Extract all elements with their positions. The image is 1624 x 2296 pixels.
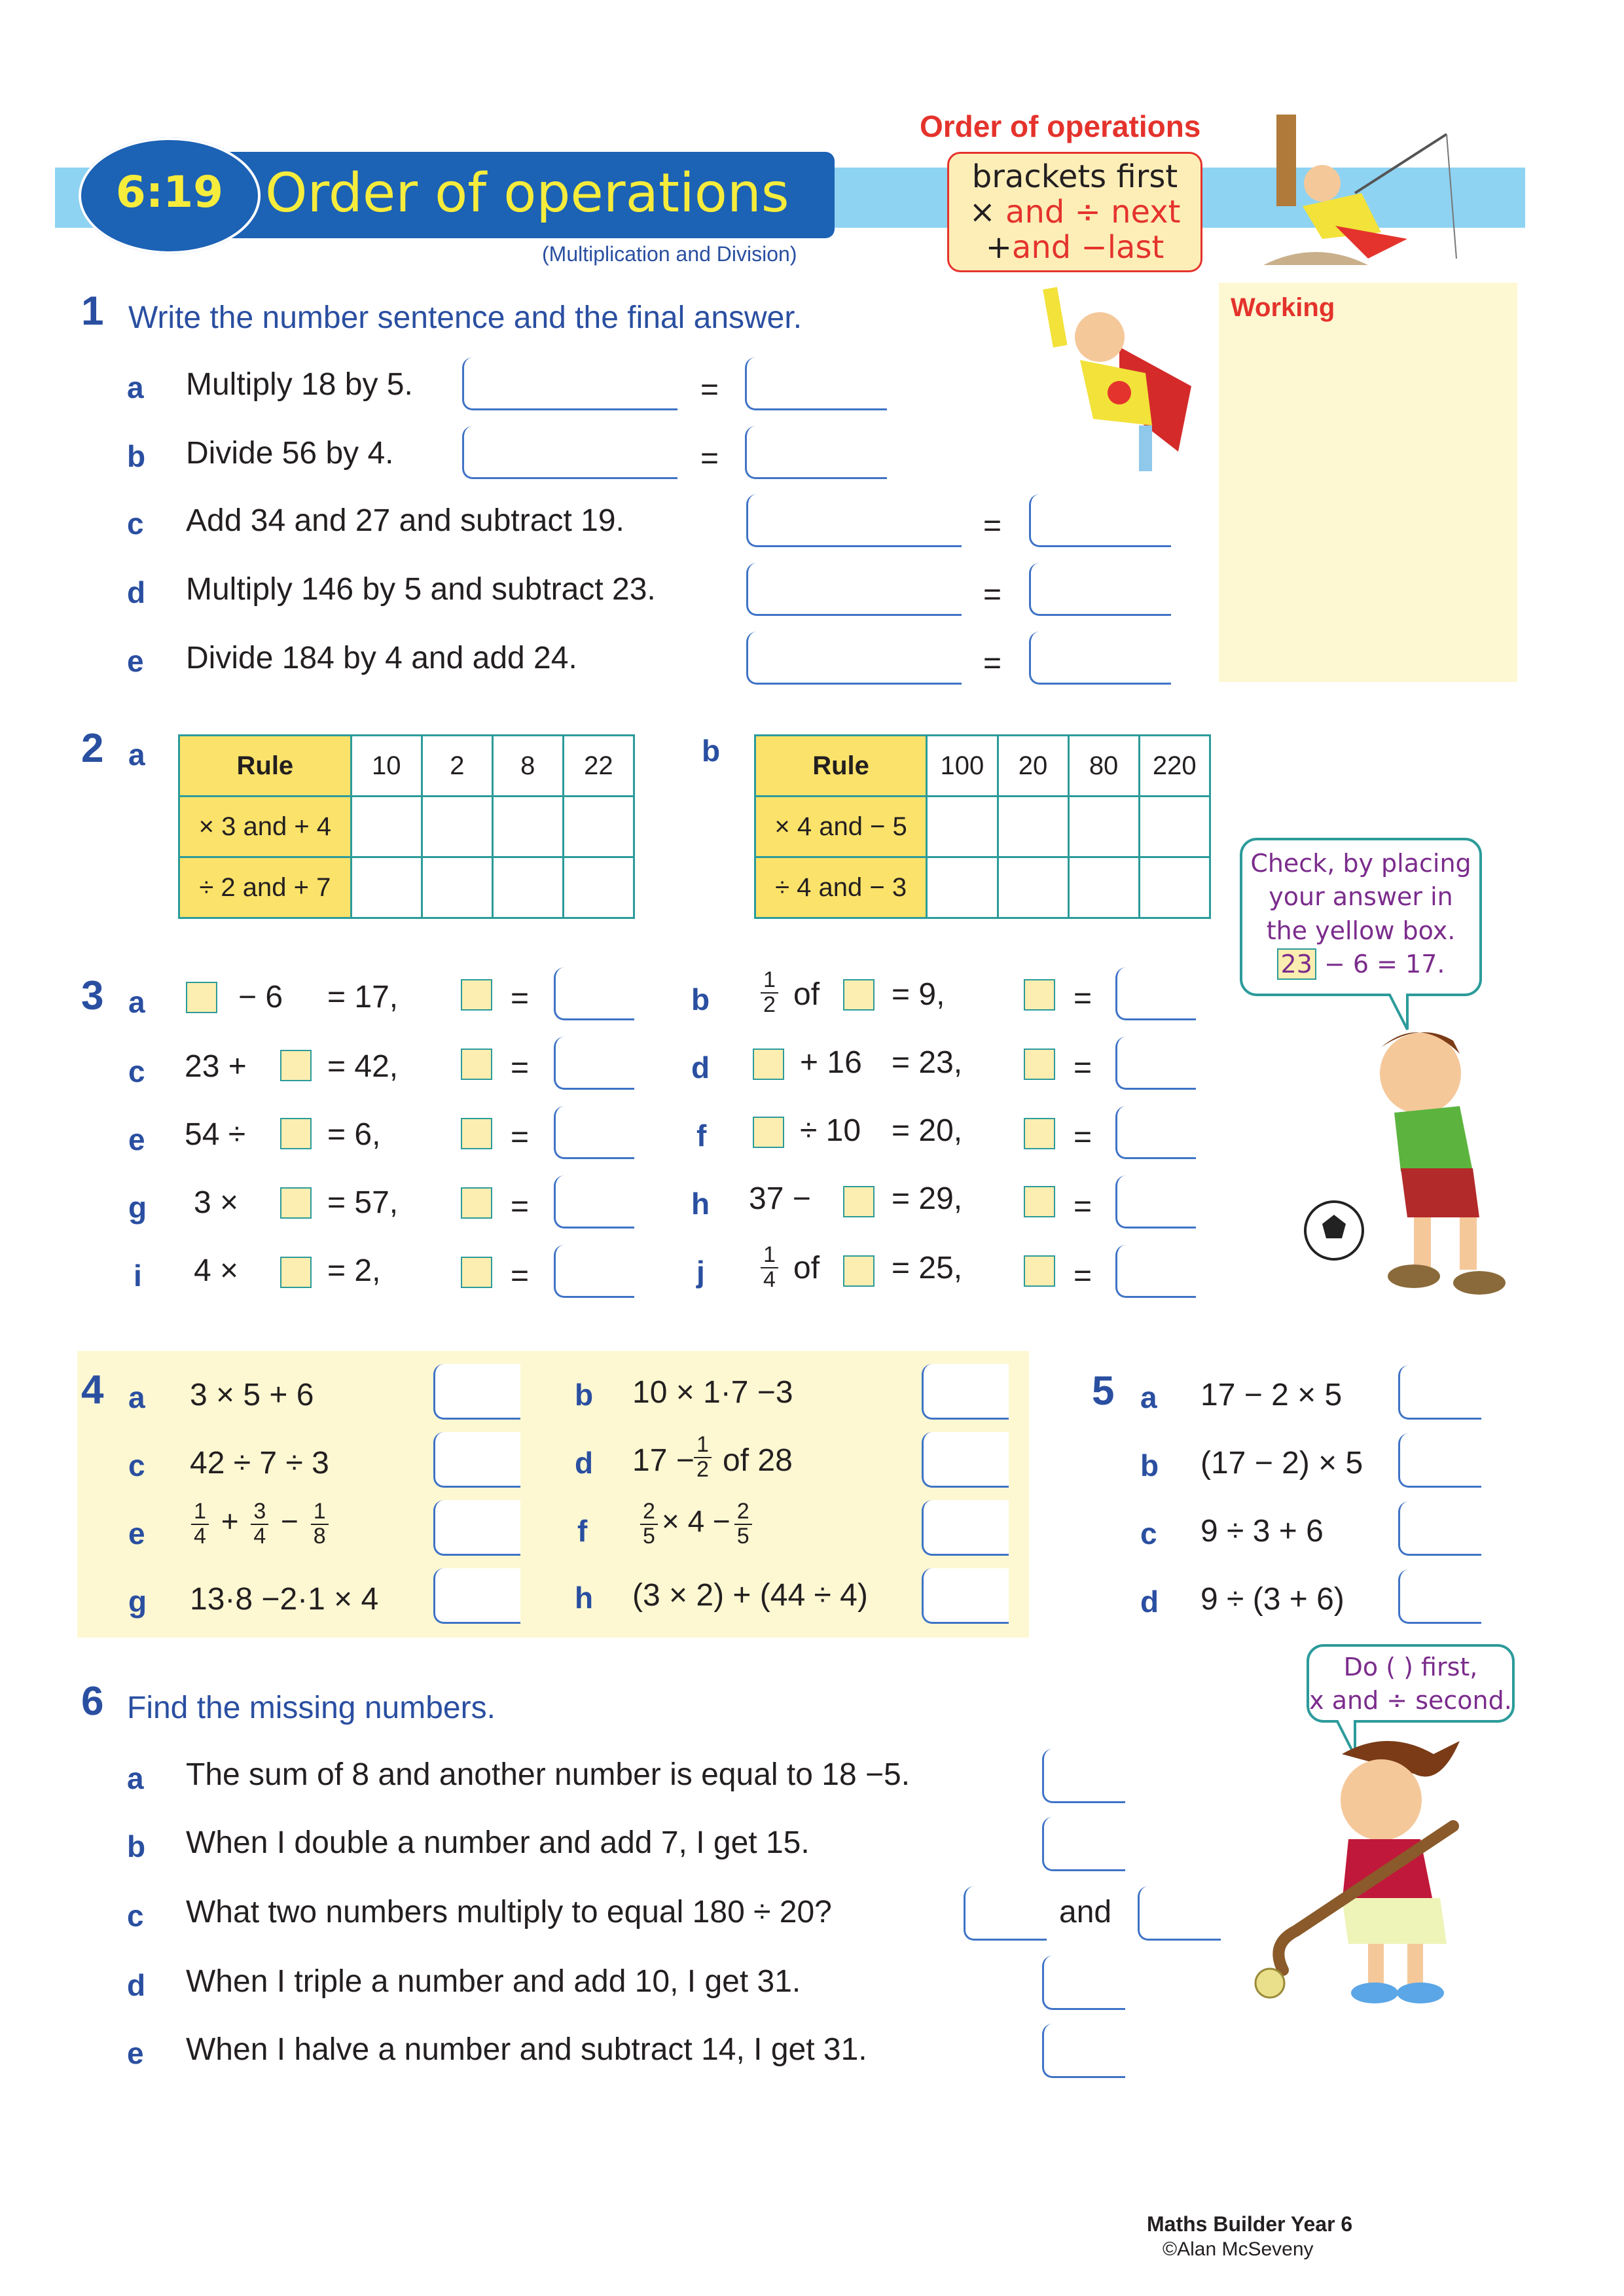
q5a-letter: a [1140, 1380, 1157, 1414]
section-code: 6:19 [115, 167, 224, 217]
q2a-answer-cell[interactable] [563, 857, 634, 918]
q3b-of: of [793, 977, 820, 1012]
q4a-letter: a [128, 1380, 145, 1414]
q4d-half-fraction: $\frac{1}{2}$ [694, 1433, 712, 1480]
q4a-answer-box[interactable] [433, 1364, 520, 1420]
q3f-letter: f [696, 1119, 707, 1153]
q6d-letter: d [127, 1968, 146, 2002]
q3h-letter: h [691, 1187, 710, 1221]
q2a-input-header: 8 [492, 736, 563, 797]
q2a-answer-cell[interactable] [492, 797, 563, 857]
q3i-post: = 2, [327, 1253, 381, 1288]
q3h-post: = 29, [892, 1181, 963, 1216]
working-label: Working [1231, 293, 1335, 322]
q6c-answer-box-2[interactable] [1138, 1886, 1221, 1941]
q3c-yellow-box[interactable] [280, 1050, 312, 1081]
page-title: Order of operations [265, 162, 789, 224]
q6a-answer-box[interactable] [1042, 1749, 1125, 1803]
q4b-expr: 10 × 1·7 −3 [632, 1375, 793, 1410]
q3i-yellow-box[interactable] [280, 1257, 312, 1288]
q4c-expr: 42 ÷ 7 ÷ 3 [190, 1446, 329, 1480]
q6c-letter: c [127, 1899, 144, 1933]
q3e-pre: 54 ÷ [185, 1117, 246, 1152]
rule-line-1: brackets first [971, 158, 1178, 195]
q6e-letter: e [127, 2036, 144, 2070]
q1a-sentence-box[interactable] [462, 357, 677, 410]
q3e-check-box[interactable] [461, 1118, 492, 1149]
q3c-letter: c [128, 1054, 145, 1088]
q3-number: 3 [81, 973, 104, 1018]
q4e-letter: e [128, 1516, 145, 1551]
q2b-answer-cell[interactable] [927, 857, 998, 918]
q3c-answer-box[interactable] [554, 1037, 634, 1090]
q4d-expr-a: 17 − [632, 1443, 695, 1478]
q1e-text: Divide 184 by 4 and add 24. [186, 641, 577, 675]
q4f-answer-box[interactable] [922, 1500, 1009, 1556]
hint-bubble-check [1240, 838, 1482, 996]
rule-line-3: +and −last [985, 229, 1164, 266]
q4g-answer-box[interactable] [433, 1568, 520, 1624]
fisherman-illustration [1263, 108, 1479, 278]
hint-line-2: your answer in [1269, 882, 1453, 912]
q3f-eq: = [1074, 1120, 1092, 1155]
q2b-input-header: 100 [927, 736, 998, 797]
q3e-yellow-box[interactable] [280, 1118, 312, 1149]
q3d-check-box[interactable] [1024, 1049, 1055, 1080]
q2a-table [178, 734, 635, 919]
q1d-sentence-box[interactable] [746, 563, 962, 616]
q3g-yellow-box[interactable] [280, 1187, 312, 1219]
q4g-expr: 13·8 −2·1 × 4 [190, 1582, 379, 1617]
q1b-answer-box[interactable] [745, 426, 887, 479]
q2b-input-header: 80 [1068, 736, 1139, 797]
q1a-letter: a [127, 370, 144, 404]
q4d-answer-box[interactable] [922, 1432, 1009, 1488]
q2a-letter: a [128, 738, 145, 772]
q2b-answer-cell[interactable] [1068, 857, 1139, 918]
q2b-letter: b [702, 734, 721, 768]
q4c-answer-box[interactable] [433, 1432, 520, 1488]
hint-line-3: the yellow box. [1266, 916, 1456, 945]
q2b-answer-cell[interactable] [1139, 797, 1210, 857]
q2a-input-header: 22 [563, 736, 634, 797]
hint-bubble-brackets [1307, 1644, 1515, 1723]
rule-line-2: × and ÷ next [969, 194, 1181, 230]
q3a-yellow-box[interactable] [186, 982, 217, 1013]
q3c-eq: = [511, 1050, 530, 1085]
q6b-answer-box[interactable] [1042, 1817, 1125, 1871]
q1a-equals: = [700, 372, 719, 407]
q3g-check-box[interactable] [461, 1187, 492, 1219]
q5a-answer-box[interactable] [1398, 1365, 1481, 1420]
q2b-answer-cell[interactable] [1139, 857, 1210, 918]
q4d-letter: d [575, 1446, 594, 1480]
q4g-letter: g [128, 1585, 147, 1619]
q1e-equals: = [983, 646, 1002, 681]
working-panel[interactable] [1219, 283, 1517, 682]
q3g-pre: 3 × [194, 1185, 239, 1220]
q6c-and: and [1059, 1895, 1112, 1929]
q4f-expr: $\frac{2}{5}$ × 4 − $\frac{2}{5}$ [636, 1500, 756, 1547]
q3d-eq: = [1074, 1050, 1092, 1085]
q6-number: 6 [81, 1679, 104, 1724]
q5d-answer-box[interactable] [1398, 1570, 1481, 1624]
q3b-yellow-box[interactable] [843, 979, 875, 1011]
q2b-rule-2: ÷ 4 and − 3 [755, 857, 927, 918]
q4e-expr: $\frac{1}{4}$ + $\frac{3}{4}$ − $\frac{1}{8}$ [187, 1500, 333, 1547]
q4h-answer-box[interactable] [922, 1568, 1009, 1624]
q3a-answer-box[interactable] [554, 967, 634, 1020]
q3f-yellow-box[interactable] [753, 1117, 784, 1148]
q1d-text: Multiply 146 by 5 and subtract 23. [186, 572, 656, 607]
q1a-answer-box[interactable] [745, 357, 887, 410]
q6c-text: What two numbers multiply to equal 180 ÷ 20? [186, 1895, 832, 1929]
q6d-text: When I triple a number and add 10, I get 31. [186, 1964, 801, 1999]
q3j-of: of [793, 1251, 820, 1285]
q3i-check-box[interactable] [461, 1257, 492, 1288]
q2b-answer-cell[interactable] [1068, 797, 1139, 857]
q5a-expr: 17 − 2 × 5 [1200, 1378, 1343, 1412]
q3b-post: = 9, [892, 977, 945, 1012]
q3b-answer-box[interactable] [1115, 967, 1196, 1020]
q2a-answer-cell[interactable] [422, 797, 492, 857]
q3c-post: = 42, [327, 1049, 399, 1084]
q4h-expr: (3 × 2) + (44 ÷ 4) [632, 1578, 868, 1613]
q1d-letter: d [127, 575, 146, 609]
q5b-letter: b [1140, 1448, 1159, 1482]
q1b-letter: b [127, 439, 146, 473]
q5-number: 5 [1092, 1369, 1115, 1414]
q1e-sentence-box[interactable] [746, 632, 962, 685]
superhero-illustration [1021, 275, 1211, 484]
q2-number: 2 [81, 726, 104, 771]
q6d-answer-box[interactable] [1042, 1956, 1125, 2010]
q4f-letter: f [577, 1514, 588, 1548]
q3a-post: = 17, [327, 980, 399, 1014]
q6a-text: The sum of 8 and another number is equal to 18 −5. [186, 1757, 911, 1792]
q6e-text: When I halve a number and subtract 14, I get 31. [186, 2032, 867, 2067]
q3j-post: = 25, [892, 1251, 963, 1285]
q6b-letter: b [127, 1829, 146, 1863]
soccer-player-illustration [1303, 1021, 1519, 1309]
footer-book-title: Maths Builder Year 6 [1147, 2212, 1353, 2236]
q3j-eq: = [1074, 1259, 1092, 1293]
q4h-letter: h [575, 1581, 594, 1615]
q3f-answer-box[interactable] [1115, 1106, 1196, 1159]
q3j-letter: j [696, 1255, 705, 1289]
q4-number: 4 [81, 1367, 104, 1412]
q3a-letter: a [128, 985, 145, 1019]
q1a-text: Multiply 18 by 5. [186, 367, 413, 402]
q3b-check-box[interactable] [1024, 979, 1055, 1011]
hint2-line-2: x and ÷ second. [1309, 1686, 1512, 1715]
q6c-answer-box-1[interactable] [964, 1886, 1047, 1941]
q3d-mid: + 16 [800, 1045, 862, 1080]
q3d-answer-box[interactable] [1115, 1037, 1196, 1090]
q3i-pre: 4 × [194, 1253, 239, 1288]
q4b-answer-box[interactable] [922, 1364, 1009, 1420]
q3a-check-box[interactable] [461, 979, 492, 1011]
q5b-expr: (17 − 2) × 5 [1200, 1446, 1363, 1480]
q3f-check-box[interactable] [1024, 1118, 1055, 1149]
q1e-letter: e [127, 644, 144, 678]
q1c-answer-box[interactable] [1029, 494, 1171, 547]
q1c-equals: = [983, 509, 1002, 543]
q3d-post: = 23, [892, 1045, 963, 1080]
q1c-text: Add 34 and 27 and subtract 19. [186, 503, 624, 538]
q3i-answer-box[interactable] [554, 1245, 634, 1298]
q2b-answer-cell[interactable] [998, 797, 1068, 857]
q1e-answer-box[interactable] [1029, 632, 1171, 685]
q3e-answer-box[interactable] [554, 1106, 634, 1159]
q1d-equals: = [983, 577, 1002, 612]
q1b-equals: = [700, 441, 719, 476]
q3j-quarter-fraction: $\frac{1}{4}$ [761, 1244, 778, 1291]
q2a-rule-header: Rule [179, 736, 352, 797]
q4b-letter: b [575, 1378, 594, 1412]
q2a-answer-cell[interactable] [422, 857, 492, 918]
q3f-mid: ÷ 10 [800, 1113, 861, 1148]
q1-instruction: Write the number sentence and the final answer. [128, 300, 803, 335]
q5c-answer-box[interactable] [1398, 1501, 1481, 1556]
q3j-yellow-box[interactable] [843, 1255, 875, 1287]
q4e-answer-box[interactable] [433, 1500, 520, 1556]
hint2-line-1: Do ( ) first, [1343, 1653, 1478, 1681]
q2a-input-header: 10 [351, 736, 422, 797]
q6-instruction: Find the missing numbers. [127, 1691, 496, 1725]
q1b-text: Divide 56 by 4. [186, 436, 394, 471]
q3h-answer-box[interactable] [1115, 1175, 1196, 1229]
q3b-letter: b [691, 982, 710, 1016]
q6b-text: When I double a number and add 7, I get 15. [186, 1825, 810, 1860]
q3i-letter: i [134, 1259, 142, 1293]
q3e-eq: = [511, 1120, 530, 1155]
q2b-rule-1: × 4 and − 5 [755, 797, 927, 857]
q3j-check-box[interactable] [1024, 1255, 1055, 1287]
q3d-yellow-box[interactable] [753, 1049, 784, 1080]
q2a-rule-1: × 3 and + 4 [179, 797, 352, 857]
q3i-eq: = [511, 1259, 530, 1293]
q3j-answer-box[interactable] [1115, 1245, 1196, 1298]
q4a-expr: 3 × 5 + 6 [190, 1378, 314, 1412]
q3c-check-box[interactable] [461, 1049, 492, 1080]
q5d-expr: 9 ÷ (3 + 6) [1200, 1582, 1344, 1617]
q1-number: 1 [81, 289, 104, 334]
q3a-mid: − 6 [238, 980, 283, 1014]
page-subtitle: (Multiplication and Division) [542, 242, 797, 266]
q3a-eq: = [511, 981, 530, 1016]
q2b-input-header: 20 [998, 736, 1068, 797]
q2a-answer-cell[interactable] [351, 857, 422, 918]
q3h-eq: = [1074, 1189, 1092, 1224]
q4d-expr-b: of 28 [723, 1443, 793, 1478]
q2b-rule-header: Rule [755, 736, 927, 797]
q3d-letter: d [691, 1050, 710, 1085]
q3g-letter: g [128, 1191, 147, 1225]
q1b-sentence-box[interactable] [462, 426, 677, 479]
q2b-table [754, 734, 1211, 919]
q2a-answer-cell[interactable] [563, 797, 634, 857]
q3g-post: = 57, [327, 1185, 399, 1220]
q3c-pre: 23 + [185, 1049, 247, 1084]
q1c-sentence-box[interactable] [746, 494, 962, 547]
q3e-letter: e [128, 1122, 145, 1157]
q3h-pre: 37 − [749, 1181, 811, 1216]
q3g-answer-box[interactable] [554, 1175, 634, 1229]
rule-box-heading: Order of operations [920, 109, 1201, 143]
footer-copyright: ©Alan McSeveny [1163, 2238, 1314, 2260]
q3b-eq: = [1074, 981, 1092, 1016]
q2a-rule-2: ÷ 2 and + 7 [179, 857, 352, 918]
q6e-answer-box[interactable] [1042, 2024, 1125, 2078]
q5c-letter: c [1140, 1516, 1157, 1551]
q6a-letter: a [127, 1761, 144, 1795]
q2b-answer-cell[interactable] [998, 857, 1068, 918]
q2b-answer-cell[interactable] [927, 797, 998, 857]
q4c-letter: c [128, 1448, 145, 1482]
hint-line-1: Check, by placing [1250, 849, 1471, 878]
q3h-check-box[interactable] [1024, 1186, 1055, 1217]
hockey-player-illustration [1244, 1728, 1506, 2016]
hint-example: 23 − 6 = 17. [1242, 948, 1479, 981]
q5b-answer-box[interactable] [1398, 1433, 1481, 1488]
q5d-letter: d [1140, 1585, 1159, 1619]
q2b-input-header: 220 [1139, 736, 1210, 797]
q2a-answer-cell[interactable] [351, 797, 422, 857]
q3f-post: = 20, [892, 1113, 963, 1148]
q3b-half-fraction: $\frac{1}{2}$ [761, 969, 778, 1016]
q1c-letter: c [127, 507, 144, 541]
q2a-input-header: 2 [422, 736, 492, 797]
q3g-eq: = [511, 1189, 530, 1224]
q2a-answer-cell[interactable] [492, 857, 563, 918]
q1d-answer-box[interactable] [1029, 563, 1171, 616]
rule-box [947, 152, 1202, 272]
q3e-post: = 6, [327, 1117, 381, 1152]
q3h-yellow-box[interactable] [843, 1186, 875, 1217]
q5c-expr: 9 ÷ 3 + 6 [1200, 1514, 1324, 1549]
